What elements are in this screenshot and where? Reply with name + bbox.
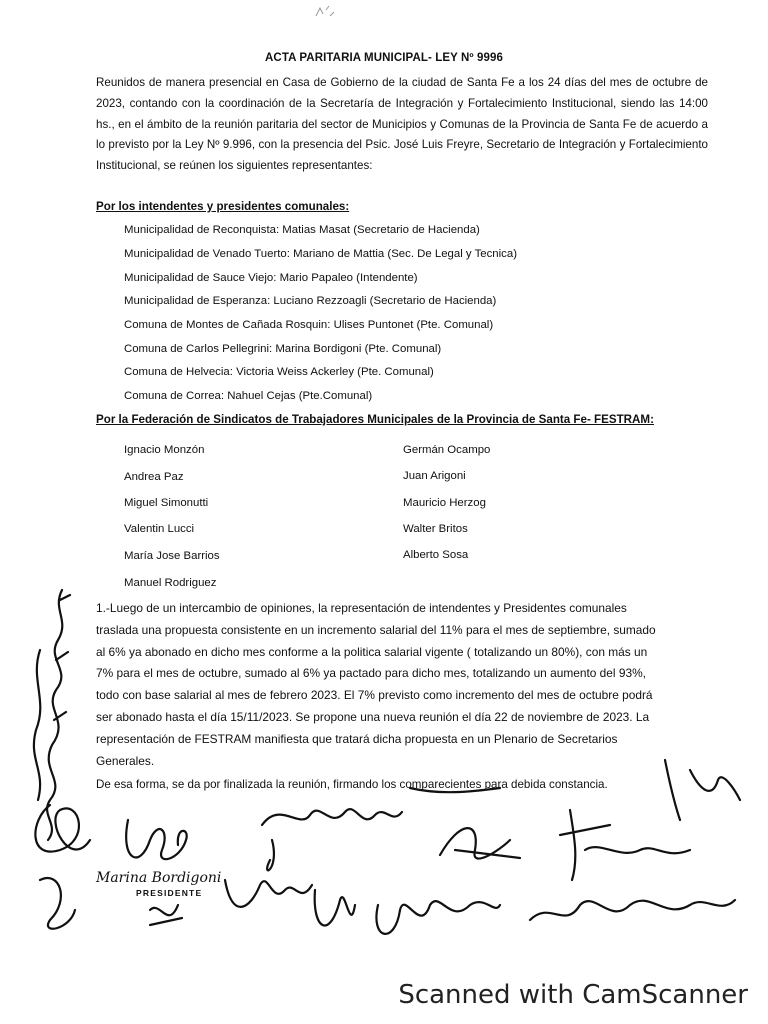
municipal-rep: Comuna de Montes de Cañada Rosquin: Ulises Puntonet (Pte. Comunal) <box>124 319 494 331</box>
signature-7 <box>440 828 520 858</box>
closing-sentence: De esa forma, se da por finalizada la reunión, firmando los comparecientes para debida constancia. <box>96 778 608 791</box>
municipal-rep: Comuna de Correa: Nahuel Cejas (Pte.Comunal) <box>124 390 373 402</box>
signature-8 <box>560 810 690 880</box>
festram-member: Andrea Paz <box>124 471 184 483</box>
signature-2 <box>126 820 187 859</box>
signature-6 <box>315 890 355 925</box>
festram-member: Miguel Simonutti <box>124 497 209 509</box>
agreement-line: representación de FESTRAM manifiesta que tratará dicha propuesta en un Plenario de Secretarios <box>96 731 618 746</box>
festram-section-header: Por la Federación de Sindicatos de Trabajadores Municipales de la Provincia de Santa Fe- FESTRAM: <box>96 413 654 426</box>
municipal-rep: Comuna de Helvecia: Victoria Weiss Ackerley (Pte. Comunal) <box>124 366 434 378</box>
agreement-line: Generales. <box>96 753 155 768</box>
document-title: ACTA PARITARIA MUNICIPAL- LEY Nº 9996 <box>265 52 503 64</box>
agreement-line: ser abonado hasta el día 15/11/2023. Se propone una nueva reunión el día 22 de noviembre de 2023. La <box>96 709 650 724</box>
municipal-rep: Municipalidad de Reconquista: Matias Masat (Secretario de Hacienda) <box>124 224 480 236</box>
festram-member: Walter Britos <box>403 523 468 535</box>
agreement-line: 7% para el mes de octubre, sumado al 6% ya pactado para dicho mes, totalizando un aumento del 93%, <box>96 666 646 681</box>
stamp-role: PRESIDENTE <box>136 888 203 898</box>
municipal-section-header: Por los intendentes y presidentes comunales: <box>96 200 350 213</box>
festram-member: María Jose Barrios <box>124 550 220 562</box>
festram-member: Valentin Lucci <box>124 523 195 535</box>
signature-5 <box>225 880 312 907</box>
signature-1 <box>35 805 90 929</box>
festram-member: Mauricio Herzog <box>403 497 486 509</box>
festram-member: Alberto Sosa <box>403 549 469 561</box>
festram-member: Juan Arigoni <box>403 470 466 482</box>
scan-mark-icon <box>314 4 338 20</box>
municipal-rep: Municipalidad de Sauce Viejo: Mario Papaleo (Intendente) <box>124 272 418 284</box>
signature-4 <box>262 809 402 870</box>
municipal-rep: Comuna de Carlos Pellegrini: Marina Bordigoni (Pte. Comunal) <box>124 343 442 355</box>
intro-paragraph: Reunidos de manera presencial en Casa de Gobierno de la ciudad de Santa Fe a los 24 días del mes de octubre de 2023, contando con la coordinación de la Secretaría de Integración y Fortalecimiento Institucional, siendo las 14:00 hs., en el ámbito de la reunión paritaria del sector de Municipios y Comunas de la Provincia de Santa Fe de acuerdo a lo previsto por la Ley Nº 9.996, con la presencia del Psic. José Luis Freyre, Secretario de Integración y Fortalecimiento Institucional, se reúnen los siguientes representantes: <box>96 76 708 173</box>
stamp-name: Marina Bordigoni <box>96 870 222 886</box>
agreement-line: traslada una propuesta consistente en un incremento salarial del 11% para el mes de septiembre, sumado <box>96 622 656 637</box>
festram-member: Germán Ocampo <box>403 444 491 456</box>
signature-11 <box>530 900 735 920</box>
municipal-rep: Municipalidad de Esperanza: Luciano Rezzoagli (Secretario de Hacienda) <box>124 295 497 307</box>
margin-signature <box>47 590 70 840</box>
agreement-line: 1.-Luego de un intercambio de opiniones, la representación de intendentes y Presidentes comunales <box>96 601 627 615</box>
signature-10 <box>376 901 500 934</box>
signature-3 <box>150 905 182 925</box>
festram-member: Ignacio Monzón <box>124 444 205 456</box>
municipal-rep: Municipalidad de Venado Tuerto: Mariano de Mattia (Sec. De Legal y Tecnica) <box>124 248 517 260</box>
festram-member: Manuel Rodriguez <box>124 577 217 589</box>
agreement-line: al 6% ya abonado en dicho mes conforme a la politica salarial vigente ( totalizando un 80%), con más un <box>96 644 648 659</box>
camscanner-watermark: Scanned with CamScanner <box>398 980 748 1010</box>
agreement-line: todo con base salarial al mes de febrero 2023. El 7% previsto como incremento del mes de octubre podrá <box>96 688 653 703</box>
agreement-paragraph <box>96 598 708 772</box>
